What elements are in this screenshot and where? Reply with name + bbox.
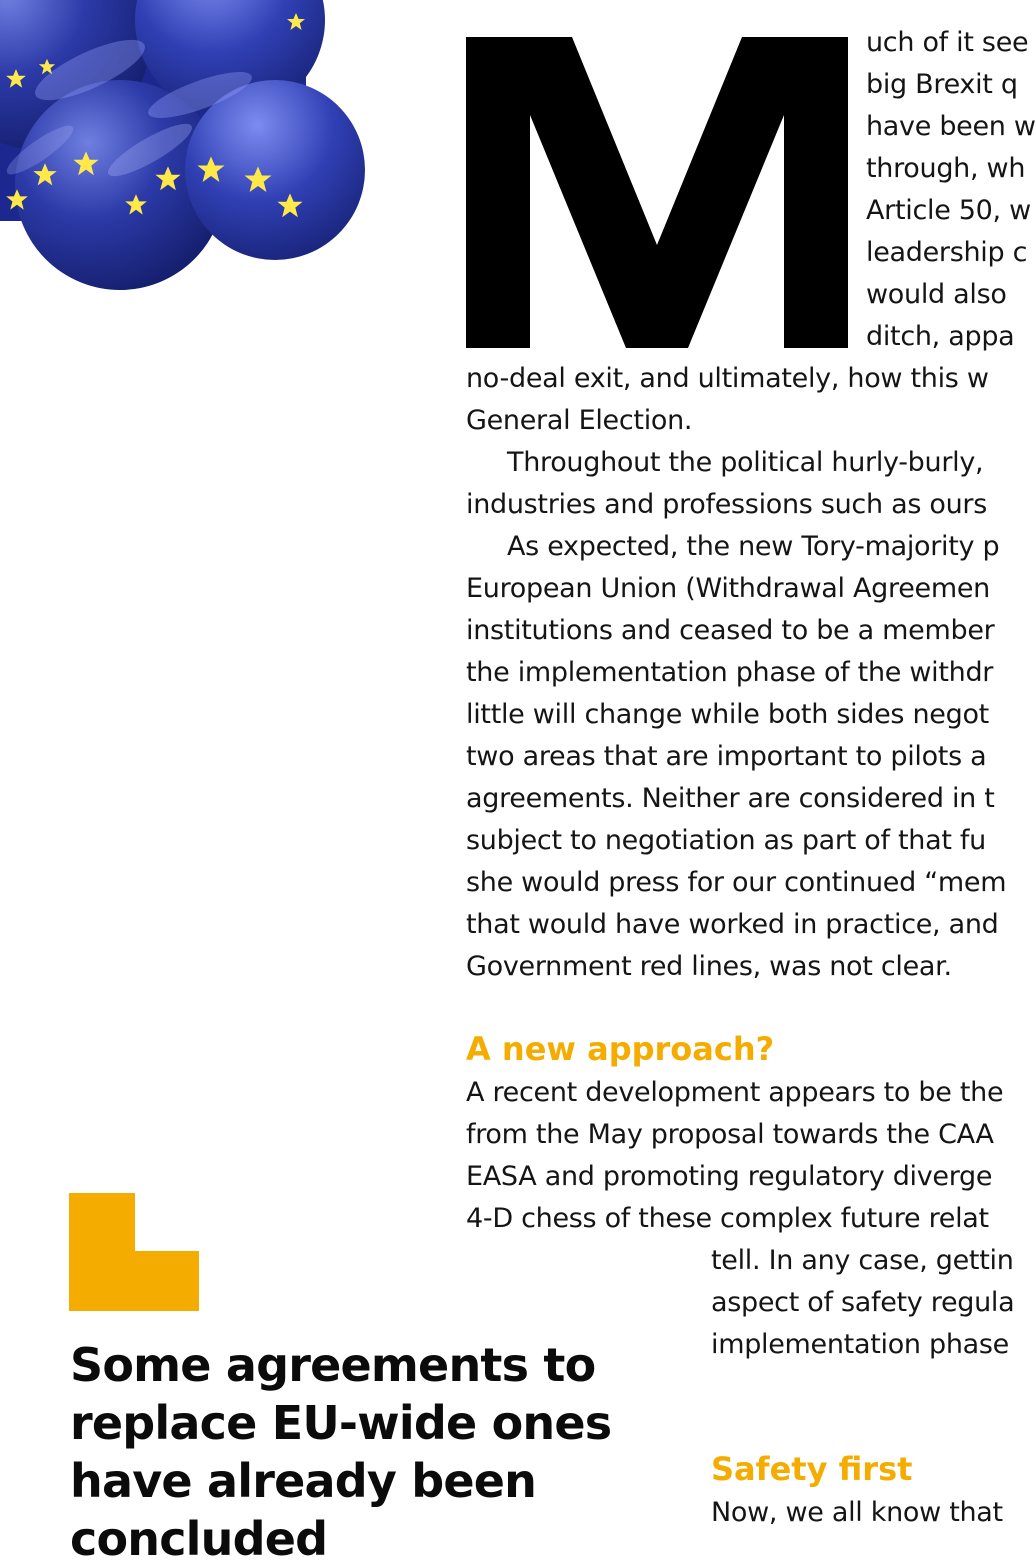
body-line: big Brexit q [866, 69, 1018, 100]
eu-flag-balloons-graphic [0, 0, 306, 221]
body-line: Government red lines, was not clear. [466, 951, 952, 982]
body-line: the implementation phase of the withdr [466, 657, 994, 688]
quote-corner-shape [69, 1193, 199, 1311]
pull-quote-line: Some agreements to [70, 1338, 596, 1392]
body-line: little will change while both sides negot [466, 699, 989, 730]
pull-quote-line: concluded [70, 1512, 328, 1566]
pull-quote-line: have already been [70, 1454, 537, 1508]
body-line: two areas that are important to pilots a [466, 741, 987, 772]
body-line: have been w [866, 111, 1036, 142]
body-line: no-deal exit, and ultimately, how this w [466, 363, 989, 394]
body-line: Throughout the political hurly-burly, [507, 447, 984, 478]
body-line: Article 50, w [866, 195, 1031, 226]
drop-cap-glyph [466, 37, 848, 348]
body-line: General Election. [466, 405, 693, 436]
body-line: would also [866, 279, 1007, 310]
pull-quote-mark-icon [69, 1193, 199, 1311]
body-line: subject to negotiation as part of that fu [466, 825, 986, 856]
body-line: tell. In any case, gettin [711, 1245, 1014, 1276]
body-line: implementation phase [711, 1329, 1009, 1360]
body-line: that would have worked in practice, and [466, 909, 999, 940]
body-line: European Union (Withdrawal Agreemen [466, 573, 990, 604]
eu-flag-balloons-image [0, 0, 306, 221]
body-line: agreements. Neither are considered in t [466, 783, 995, 814]
body-line: ditch, appa [866, 321, 1015, 352]
body-line: she would press for our continued “mem [466, 867, 1007, 898]
pull-quote-line: replace EU-wide ones [70, 1396, 612, 1450]
body-line: EASA and promoting regulatory diverge [466, 1161, 993, 1192]
body-line: aspect of safety regula [711, 1287, 1015, 1318]
pull-quote [70, 1336, 690, 1568]
subheading-new-approach: A new approach? [466, 1030, 775, 1068]
body-line: Now, we all know that [711, 1497, 1003, 1528]
body-line: through, wh [866, 153, 1026, 184]
body-line: from the May proposal towards the CAA [466, 1119, 994, 1150]
body-line: leadership c [866, 237, 1028, 268]
body-line: industries and professions such as ours [466, 489, 987, 520]
body-line: uch of it see [866, 27, 1029, 58]
drop-cap-letter [466, 37, 848, 348]
body-line: institutions and ceased to be a member [466, 615, 995, 646]
body-line: 4-D chess of these complex future relat [466, 1203, 989, 1234]
subheading-safety-first: Safety first [711, 1450, 913, 1488]
body-line: A recent development appears to be the [466, 1077, 1004, 1108]
body-line: As expected, the new Tory-majority p [507, 531, 1000, 562]
